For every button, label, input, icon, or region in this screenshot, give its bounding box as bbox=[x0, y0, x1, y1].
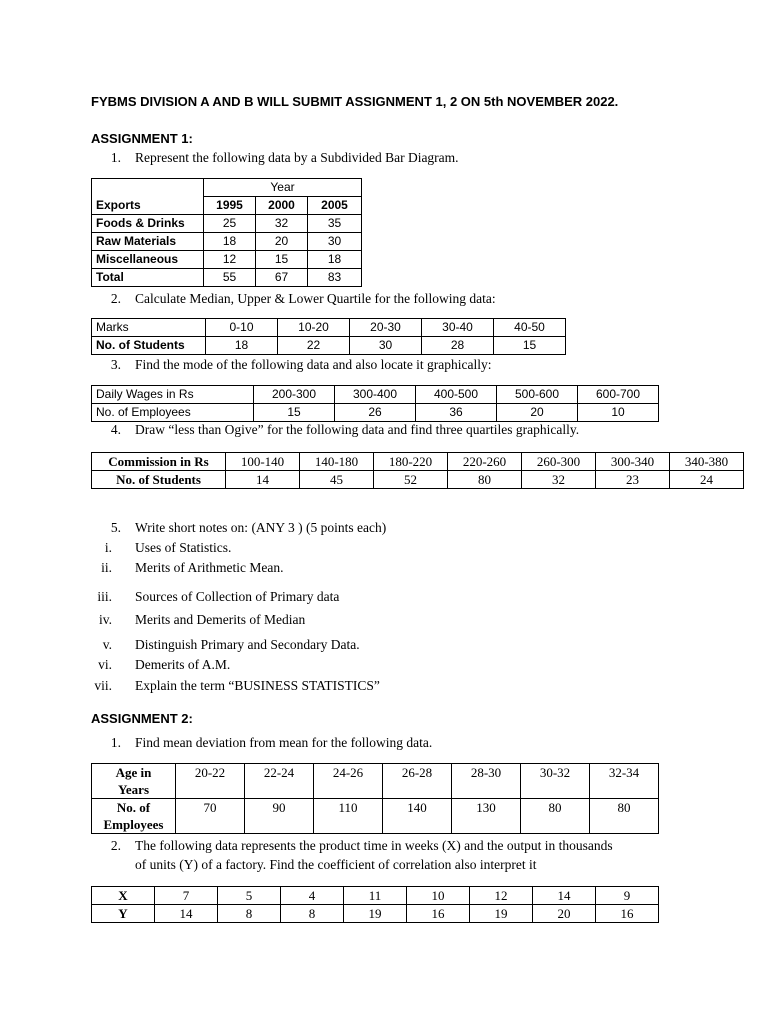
table-cell: 24 bbox=[670, 471, 744, 489]
row-label: Raw Materials bbox=[92, 233, 204, 251]
year-cell: 2005 bbox=[308, 197, 362, 215]
question-2-2 bbox=[99, 838, 613, 854]
table-cell: 20-30 bbox=[350, 319, 422, 337]
row-label: Commission in Rs bbox=[92, 453, 226, 471]
table-cell: 90 bbox=[245, 799, 314, 834]
row-label: Foods & Drinks bbox=[92, 215, 204, 233]
question-text: Find mean deviation from mean for the following data. bbox=[135, 735, 433, 750]
row-label: Total bbox=[92, 269, 204, 287]
note-number: ii. bbox=[101, 560, 112, 575]
exports-table bbox=[91, 178, 362, 287]
note-text: Demerits of A.M. bbox=[135, 657, 231, 672]
table-cell: 30 bbox=[350, 337, 422, 355]
question-number: 2. bbox=[110, 838, 121, 853]
note-text: Distinguish Primary and Secondary Data. bbox=[135, 637, 360, 652]
row-label: No. of Employees bbox=[92, 404, 254, 422]
table-cell: 0-10 bbox=[206, 319, 278, 337]
wages-table bbox=[91, 385, 659, 422]
assignment-2-heading: ASSIGNMENT 2: bbox=[91, 711, 193, 726]
table-cell: 83 bbox=[308, 269, 362, 287]
table-cell: 30-40 bbox=[422, 319, 494, 337]
row-label bbox=[92, 799, 176, 834]
year-cell: 1995 bbox=[204, 197, 256, 215]
table-row bbox=[92, 799, 659, 834]
table-row bbox=[92, 179, 362, 197]
question-1-3 bbox=[99, 357, 492, 373]
table-cell: 10 bbox=[578, 404, 659, 422]
table-cell: 15 bbox=[494, 337, 566, 355]
table-cell: 340-380 bbox=[670, 453, 744, 471]
table-row bbox=[92, 386, 659, 404]
note-number: iii. bbox=[97, 589, 112, 604]
question-number: 5. bbox=[110, 520, 121, 535]
row-label-line: No. of bbox=[116, 800, 151, 815]
row-label: No. of Students bbox=[92, 471, 226, 489]
table-cell: 32 bbox=[256, 215, 308, 233]
row-label: No. of Students bbox=[92, 337, 206, 355]
table-cell: 19 bbox=[470, 905, 533, 923]
question-text: Represent the following data by a Subdivided Bar Diagram. bbox=[135, 150, 459, 165]
table-cell: 30-32 bbox=[521, 764, 590, 799]
table-cell: 14 bbox=[226, 471, 300, 489]
table-cell: 32 bbox=[522, 471, 596, 489]
note-text: Explain the term “BUSINESS STATISTICS” bbox=[135, 678, 380, 693]
table-row bbox=[92, 453, 744, 471]
table-cell: 11 bbox=[344, 887, 407, 905]
table-cell: 200-300 bbox=[254, 386, 335, 404]
table-cell: 20-22 bbox=[176, 764, 245, 799]
submission-notice: FYBMS DIVISION A AND B WILL SUBMIT ASSIGNMENT 1, 2 ON 5th NOVEMBER 2022. bbox=[91, 94, 619, 109]
table-cell: 110 bbox=[314, 799, 383, 834]
question-number: 3. bbox=[110, 357, 121, 372]
table-cell: 140 bbox=[383, 799, 452, 834]
table-cell: 55 bbox=[204, 269, 256, 287]
row-label: Miscellaneous bbox=[92, 251, 204, 269]
table-cell: 7 bbox=[155, 887, 218, 905]
table-cell: 36 bbox=[416, 404, 497, 422]
note-text: Sources of Collection of Primary data bbox=[135, 589, 340, 604]
table-cell: 8 bbox=[281, 905, 344, 923]
row-label: Marks bbox=[92, 319, 206, 337]
table-cell: 52 bbox=[374, 471, 448, 489]
table-cell: 260-300 bbox=[522, 453, 596, 471]
row-label-line: Years bbox=[117, 782, 150, 797]
table-cell: 16 bbox=[596, 905, 659, 923]
table-cell: 9 bbox=[596, 887, 659, 905]
table-cell: 180-220 bbox=[374, 453, 448, 471]
table-row bbox=[92, 215, 362, 233]
table-cell: 26 bbox=[335, 404, 416, 422]
table-cell: 100-140 bbox=[226, 453, 300, 471]
table-cell: 40-50 bbox=[494, 319, 566, 337]
table-cell: 18 bbox=[308, 251, 362, 269]
table-cell: 20 bbox=[256, 233, 308, 251]
marks-table bbox=[91, 318, 566, 355]
table-cell: 22-24 bbox=[245, 764, 314, 799]
question-number: 2. bbox=[110, 291, 121, 306]
assignment-1-heading: ASSIGNMENT 1: bbox=[91, 131, 193, 146]
age-table bbox=[91, 763, 659, 834]
table-cell: 220-260 bbox=[448, 453, 522, 471]
table-cell: 20 bbox=[497, 404, 578, 422]
table-cell: 26-28 bbox=[383, 764, 452, 799]
year-header: Year bbox=[204, 179, 362, 197]
table-cell: 10-20 bbox=[278, 319, 350, 337]
table-cell: 35 bbox=[308, 215, 362, 233]
note-text: Merits of Arithmetic Mean. bbox=[135, 560, 284, 575]
table-cell: 300-340 bbox=[596, 453, 670, 471]
table-row bbox=[92, 887, 659, 905]
table-cell: 14 bbox=[533, 887, 596, 905]
question-text-line: The following data represents the product time in weeks (X) and the output in thousands bbox=[135, 838, 613, 853]
table-cell: 4 bbox=[281, 887, 344, 905]
table-cell: 67 bbox=[256, 269, 308, 287]
table-cell: 23 bbox=[596, 471, 670, 489]
row-label: X bbox=[92, 887, 155, 905]
table-cell: 20 bbox=[533, 905, 596, 923]
table-cell: 300-400 bbox=[335, 386, 416, 404]
table-cell: 28-30 bbox=[452, 764, 521, 799]
table-cell: 18 bbox=[206, 337, 278, 355]
table-cell: 80 bbox=[590, 799, 659, 834]
row-label bbox=[92, 764, 176, 799]
table-row bbox=[92, 233, 362, 251]
table-cell: 18 bbox=[204, 233, 256, 251]
question-1-2 bbox=[99, 291, 496, 307]
note-number: i. bbox=[104, 540, 112, 555]
table-cell: 24-26 bbox=[314, 764, 383, 799]
table-cell: 30 bbox=[308, 233, 362, 251]
row-header-exports: Exports bbox=[92, 179, 204, 215]
correlation-table bbox=[91, 886, 659, 923]
question-2-1 bbox=[99, 735, 432, 751]
row-label: Y bbox=[92, 905, 155, 923]
note-number: vii. bbox=[94, 678, 112, 693]
table-cell: 25 bbox=[204, 215, 256, 233]
table-row bbox=[92, 251, 362, 269]
table-cell: 80 bbox=[448, 471, 522, 489]
table-cell: 10 bbox=[407, 887, 470, 905]
table-row bbox=[92, 905, 659, 923]
question-text: Write short notes on: (ANY 3 ) (5 points each) bbox=[135, 520, 387, 535]
question-1-1 bbox=[99, 150, 459, 166]
table-cell: 45 bbox=[300, 471, 374, 489]
table-cell: 8 bbox=[218, 905, 281, 923]
table-cell: 32-34 bbox=[590, 764, 659, 799]
question-1-4 bbox=[99, 422, 579, 438]
table-cell: 80 bbox=[521, 799, 590, 834]
table-cell: 16 bbox=[407, 905, 470, 923]
note-text: Uses of Statistics. bbox=[135, 540, 232, 555]
note-number: v. bbox=[102, 637, 112, 652]
commission-table bbox=[91, 452, 744, 489]
question-text: Draw “less than Ogive” for the following data and find three quartiles graphically. bbox=[135, 422, 580, 437]
question-number: 1. bbox=[110, 150, 121, 165]
question-number: 4. bbox=[110, 422, 121, 437]
table-cell: 400-500 bbox=[416, 386, 497, 404]
question-text: Find the mode of the following data and also locate it graphically: bbox=[135, 357, 492, 372]
note-number: iv. bbox=[99, 612, 112, 627]
table-row bbox=[92, 471, 744, 489]
table-row bbox=[92, 319, 566, 337]
note-text: Merits and Demerits of Median bbox=[135, 612, 306, 627]
table-cell: 70 bbox=[176, 799, 245, 834]
table-row bbox=[92, 269, 362, 287]
table-cell: 22 bbox=[278, 337, 350, 355]
table-cell: 15 bbox=[254, 404, 335, 422]
table-cell: 28 bbox=[422, 337, 494, 355]
question-text: Calculate Median, Upper & Lower Quartile for the following data: bbox=[135, 291, 496, 306]
row-label-line: Age in bbox=[115, 765, 152, 780]
question-2-2-continuation: of units (Y) of a factory. Find the coefficient of correlation also interpret it bbox=[135, 857, 537, 872]
table-cell: 12 bbox=[470, 887, 533, 905]
question-1-5 bbox=[99, 520, 386, 536]
row-label: Daily Wages in Rs bbox=[92, 386, 254, 404]
table-row bbox=[92, 764, 659, 799]
table-cell: 12 bbox=[204, 251, 256, 269]
table-cell: 140-180 bbox=[300, 453, 374, 471]
table-cell: 15 bbox=[256, 251, 308, 269]
table-cell: 500-600 bbox=[497, 386, 578, 404]
row-label-line: Employees bbox=[103, 817, 164, 832]
table-cell: 14 bbox=[155, 905, 218, 923]
table-row bbox=[92, 404, 659, 422]
table-cell: 130 bbox=[452, 799, 521, 834]
table-cell: 19 bbox=[344, 905, 407, 923]
note-number: vi. bbox=[98, 657, 112, 672]
table-row bbox=[92, 337, 566, 355]
table-cell: 5 bbox=[218, 887, 281, 905]
question-number: 1. bbox=[110, 735, 121, 750]
year-cell: 2000 bbox=[256, 197, 308, 215]
table-cell: 600-700 bbox=[578, 386, 659, 404]
